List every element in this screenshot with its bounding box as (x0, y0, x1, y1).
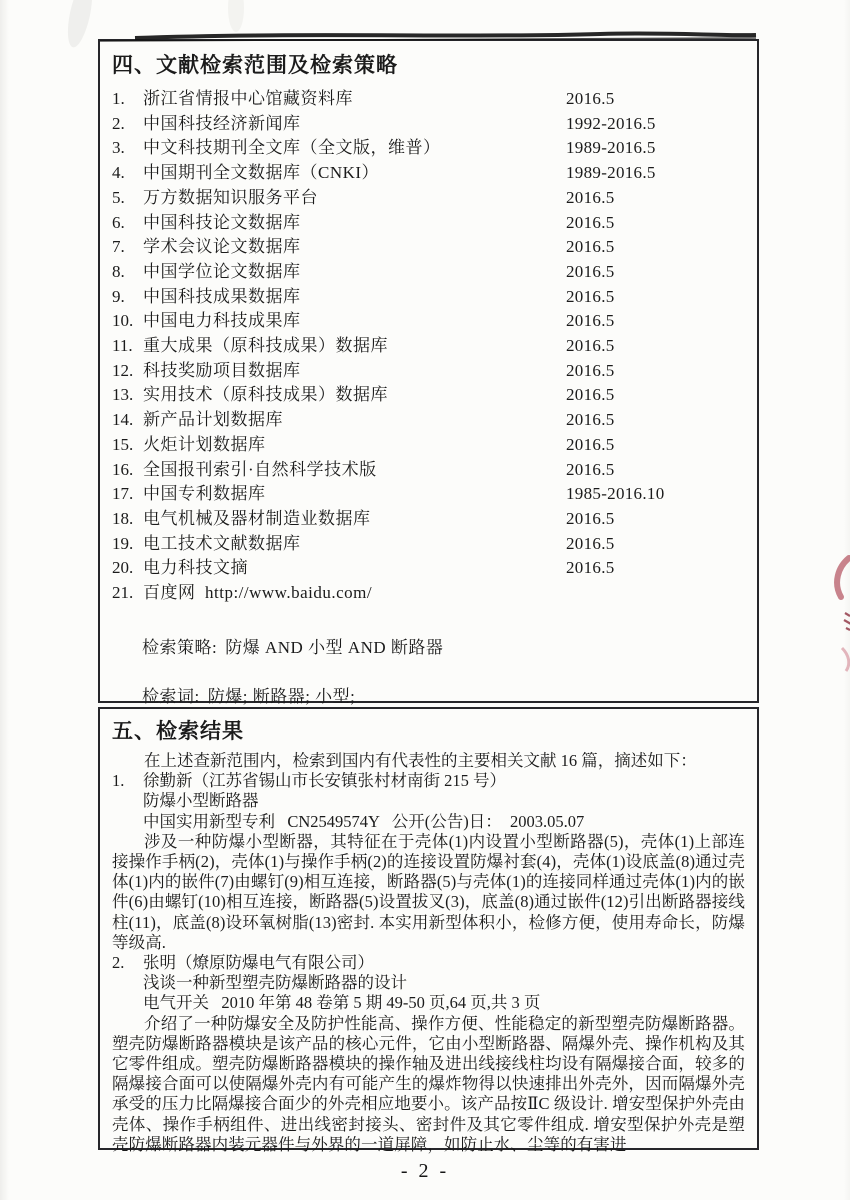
red-pen-mark (837, 558, 849, 597)
record-abstract: 涉及一种防爆小型断器，其特征在于壳体(1)内设置小型断路器(5)，壳体(1)上部连接操作手柄(2)，壳体(1)与操作手柄(2)的连接设置防爆衬套(4)，壳体(1)设底盖(8)通过壳体(1)内的嵌件(7)由螺钉(9)相互连接，断路器(5)与壳体(1)的连接同样通过壳体(1)内的嵌件(6)由螺钉(10)相互连接，断路器(5)设置拔叉(3)，底盖(8)通过嵌件(12)引出断路器接线柱(11)，底盖(8)设环氧树脂(13)密封. 本实用新型体积小，检修方便，使用寿命长，防爆等级高. (112, 831, 745, 952)
database-row (112, 458, 743, 483)
database-name: 百度网 http://www.baidu.com/ (143, 583, 373, 603)
database-name: 浙江省情报中心馆藏资料库 (143, 89, 353, 108)
database-name: 电工技术文献数据库 (143, 533, 301, 553)
database-row (112, 235, 743, 260)
database-number: 12. (112, 360, 134, 380)
database-date-range: 2016.5 (566, 261, 615, 281)
record-title: 浅谈一种新型塑壳防爆断路器的设计 (143, 973, 407, 993)
record-author: 张明（燎原防爆电气有限公司） (143, 953, 374, 973)
database-name: 中文科技期刊全文库（全文版，维普） (143, 138, 441, 158)
database-row (112, 186, 743, 211)
database-name: 中国科技成果数据库 (143, 286, 301, 306)
database-number: 9. (112, 286, 125, 306)
record-number: 1. (112, 771, 125, 791)
database-date-range: 2016.5 (566, 558, 615, 578)
database-number: 4. (112, 163, 125, 183)
record-author: 徐勤新（江苏省锡山市长安镇张村材南街 215 号） (143, 771, 506, 791)
database-number: 1. (112, 89, 125, 108)
database-number: 20. (112, 558, 134, 578)
database-name: 科技奖励项目数据库 (143, 360, 301, 380)
grey-streak (63, 0, 97, 49)
database-name: 中国专利数据库 (143, 484, 266, 504)
database-row (112, 87, 743, 112)
database-name: 全国报刊索引·自然科学技术版 (143, 459, 377, 479)
record-head (112, 771, 745, 791)
record-head (112, 953, 745, 973)
database-date-range: 1989-2016.5 (566, 163, 656, 183)
database-number: 17. (112, 484, 134, 504)
database-row (112, 285, 743, 310)
page-number: - 2 - (400, 1160, 450, 1182)
database-date-range: 2016.5 (566, 311, 615, 331)
database-number: 2. (112, 113, 125, 133)
border-smudge (135, 33, 756, 38)
database-date-range: 2016.5 (566, 360, 615, 380)
search-strategy-label: 检索策略: (142, 637, 218, 657)
database-number: 6. (112, 212, 125, 232)
database-date-range: 2016.5 (566, 459, 615, 479)
database-name: 火炬计划数据库 (143, 434, 266, 454)
database-name: 中国学位论文数据库 (143, 261, 301, 281)
section-search-results (98, 707, 759, 1154)
database-date-range: 2016.5 (566, 187, 615, 207)
result-records (112, 771, 745, 1155)
database-date-range: 1985-2016.10 (566, 484, 665, 504)
database-name: 电力科技文摘 (143, 558, 248, 578)
database-name: 电气机械及器材制造业数据库 (143, 508, 371, 528)
database-row (112, 581, 743, 606)
red-pen-mark-light (842, 648, 849, 671)
record-title: 防爆小型断路器 (143, 791, 259, 811)
record-source: 电气开关 2010 年第 48 卷第 5 期 49-50 页,64 页,共 3 页 (143, 993, 541, 1013)
section4-title: 四、文献检索范围及检索策略 (112, 53, 398, 77)
search-strategy-value: 防爆 AND 小型 AND 断路器 (225, 637, 444, 657)
database-number: 21. (112, 583, 134, 603)
database-row (112, 359, 743, 384)
database-number: 14. (112, 410, 134, 430)
database-name: 中国科技经济新闻库 (143, 113, 301, 133)
database-row (112, 211, 743, 236)
record-abstract: 介绍了一种防爆安全及防护性能高、操作方便、性能稳定的新型塑壳防爆断路器。塑壳防爆断路器模块是该产品的核心元件，它由小型断路器、隔爆外壳、操作机构及其它零件组成。塑壳防爆断路器模块的操作轴及进出线接线柱均设有隔爆接合面，较多的隔爆接合面可以使隔爆外壳内有可能产生的爆炸物得以快速排出外壳外，因而隔爆外壳承受的压力比隔爆接合面少的外壳相应地要小。该产品按ⅡC 级设计. 增安型保护外壳由壳体、操作手柄组件、进出线密封接头、密封件及其它零件组成. 增安型保护外壳是塑壳防爆断路器内装元器件与外界的一道屏障，如防止水、尘等的有害进 (112, 1013, 745, 1154)
results-intro: 在上述查新范围内，检索到国内有代表性的主要相关文献 16 篇，摘述如下： (144, 751, 697, 770)
database-name: 学术会议论文数据库 (143, 237, 301, 257)
database-row (112, 334, 743, 359)
database-row (112, 309, 743, 334)
database-number: 10. (112, 311, 134, 331)
database-date-range: 2016.5 (566, 533, 615, 553)
database-name: 实用技术（原科技成果）数据库 (143, 385, 388, 405)
database-date-range: 2016.5 (566, 336, 615, 356)
database-row (112, 507, 743, 532)
database-row (112, 556, 743, 581)
database-number: 5. (112, 187, 125, 207)
database-list (112, 87, 743, 606)
database-name: 中国科技论文数据库 (143, 212, 301, 232)
database-number: 19. (112, 533, 134, 553)
database-name: 重大成果（原科技成果）数据库 (143, 336, 388, 356)
search-terms-value: 防爆; 断路器; 小型; (207, 686, 356, 706)
database-number: 18. (112, 508, 134, 528)
database-number: 7. (112, 237, 125, 257)
database-name: 万方数据知识服务平台 (143, 187, 318, 207)
database-row (112, 532, 743, 557)
database-date-range: 2016.5 (566, 385, 615, 405)
result-record (112, 953, 745, 1155)
grey-streak (228, 0, 244, 32)
search-strategy-line (142, 633, 743, 658)
red-pen-mark-small (844, 613, 850, 630)
database-date-range: 1989-2016.5 (566, 138, 656, 158)
record-number: 2. (112, 953, 125, 973)
database-number: 11. (112, 336, 133, 356)
record-source: 中国实用新型专利 CN2549574Y 公开(公告)日： 2003.05.07 (143, 811, 585, 831)
database-number: 8. (112, 261, 125, 281)
search-terms-label: 检索词: (142, 686, 200, 706)
database-date-range: 2016.5 (566, 434, 615, 454)
search-terms-line (142, 682, 743, 707)
database-date-range: 2016.5 (566, 212, 615, 232)
section5-title: 五、检索结果 (112, 719, 244, 743)
database-date-range: 2016.5 (566, 286, 615, 306)
database-number: 15. (112, 434, 134, 454)
database-row (112, 136, 743, 161)
result-record (112, 771, 745, 953)
database-name: 中国电力科技成果库 (143, 311, 301, 331)
database-row (112, 260, 743, 285)
database-date-range: 1992-2016.5 (566, 113, 656, 133)
database-row (112, 408, 743, 433)
database-date-range: 2016.5 (566, 410, 615, 430)
database-date-range: 2016.5 (566, 237, 615, 257)
database-number: 13. (112, 385, 134, 405)
database-name: 新产品计划数据库 (143, 410, 283, 430)
database-number: 3. (112, 138, 125, 158)
database-row (112, 433, 743, 458)
database-row (112, 112, 743, 137)
section-search-scope (98, 39, 759, 706)
database-date-range: 2016.5 (566, 508, 615, 528)
database-row (112, 161, 743, 186)
database-row (112, 482, 743, 507)
database-number: 16. (112, 459, 134, 479)
database-date-range: 2016.5 (566, 89, 615, 108)
database-row (112, 383, 743, 408)
database-name: 中国期刊全文数据库（CNKI） (143, 163, 380, 183)
